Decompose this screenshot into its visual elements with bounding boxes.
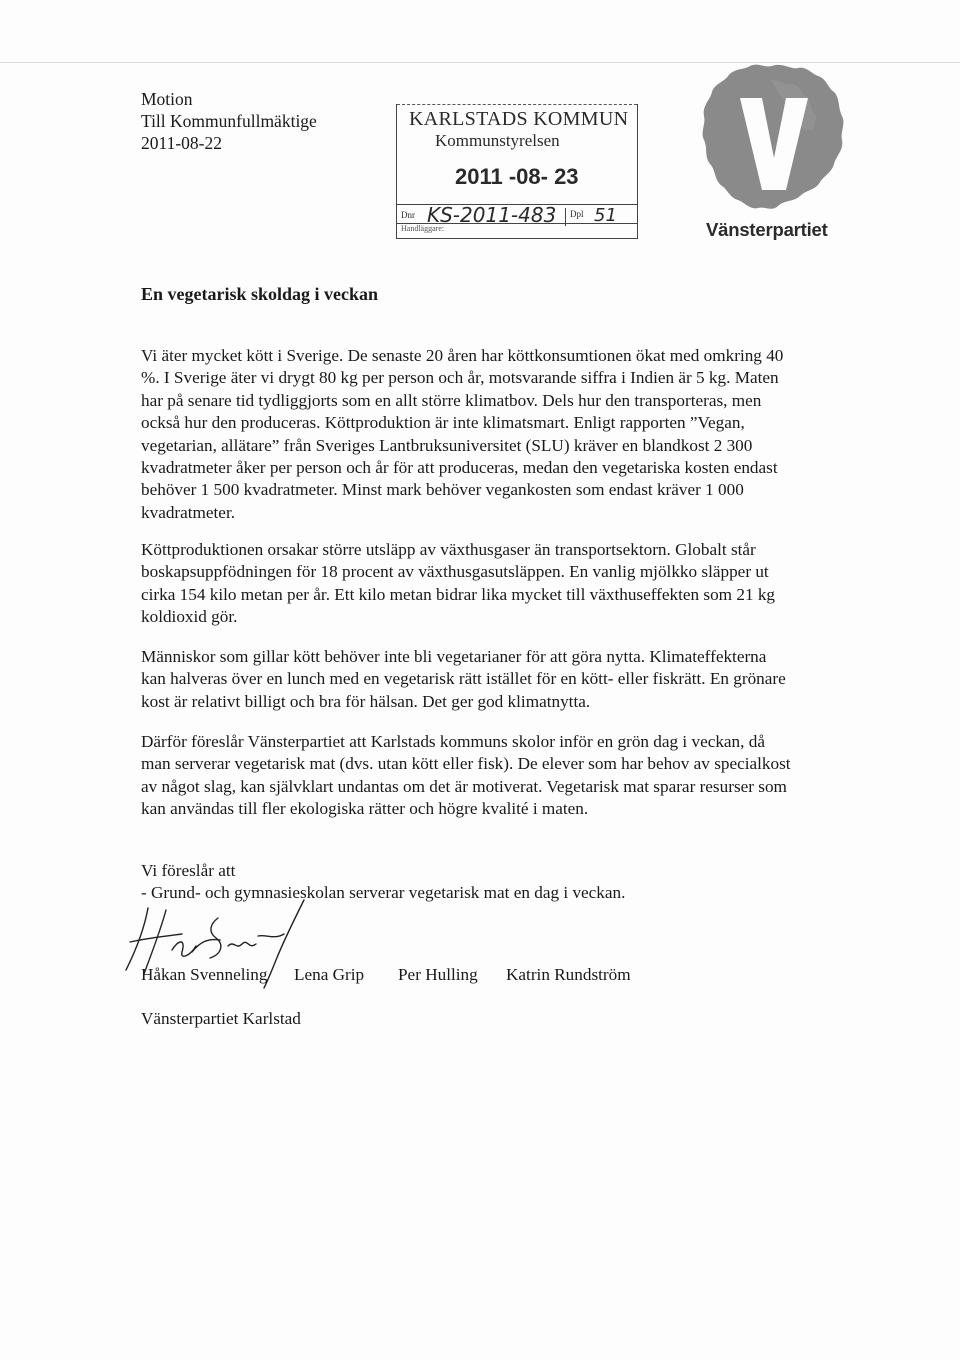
- body-paragraph-3: [141, 646, 841, 713]
- body-paragraph-1: [141, 345, 841, 524]
- text-line: %. I Sverige äter vi drygt 80 kg per person och år, motsvarande siffra i Indien är 5 kg. Maten: [141, 368, 779, 388]
- stamp-dpl-label: Dpl: [570, 209, 584, 219]
- stamp-dpl-value: 51: [594, 205, 617, 226]
- signer-4: Katrin Rundström: [506, 965, 631, 984]
- text-line: av något slag, kan självklart undantas om det är motiverat. Vegetarisk mat sparar resurser som: [141, 776, 787, 796]
- proposal-item: - Grund- och gymnasieskolan serverar vegetarisk mat en dag i veckan.: [141, 883, 626, 903]
- text-line: också hur den produceras. Köttproduktion är inte klimatsmart. Enligt rapporten ”Vegan,: [141, 413, 745, 433]
- stamp-top-border: [397, 104, 637, 105]
- text-line: kan användas till fler ekologiska rätter och högre kvalité i maten.: [141, 799, 589, 819]
- text-line: kan halveras över en lunch med en vegetarisk rätt istället för en kött- eller fiskrätt. En grönare: [141, 669, 786, 689]
- stamp-department: Kommunstyrelsen: [435, 131, 560, 150]
- text-line: Köttproduktionen orsakar större utsläpp av växthusgaser än transportsektorn. Globalt står: [141, 540, 756, 559]
- text-line: Därför föreslår Vänsterpartiet att Karlstads kommuns skolor inför en grön dag i veckan, då: [141, 732, 765, 751]
- text-line: har på senare tid tydliggjorts som en allt större klimatbov. Dels hur den transporteras, men: [141, 390, 762, 410]
- vansterpartiet-rose-v-logo: [700, 60, 845, 220]
- text-line: cirka 154 kilo metan per år. Ett kilo metan bidrar lika mycket till växthuseffekten som 21 kg: [141, 584, 776, 604]
- text-line: man serverar vegetarisk mat (dvs. utan kött eller fisk). De elever som har behov av specialkost: [141, 754, 791, 774]
- signer-1: Håkan Svenneling: [141, 965, 268, 984]
- text-line: koldioxid gör.: [141, 607, 238, 627]
- stamp-dnr-label: Dnr: [401, 210, 415, 220]
- signer-3: Per Hulling: [398, 965, 478, 984]
- motion-recipient: Till Kommunfullmäktige: [141, 111, 317, 131]
- text-line: kvadratmeter åker per person och år för att produceras, medan den vegetariska kosten endast: [141, 458, 778, 478]
- document-title: En vegetarisk skoldag i veckan: [141, 284, 379, 304]
- party-logo-text: Vänsterpartiet: [706, 219, 828, 240]
- signer-2: Lena Grip: [294, 965, 365, 984]
- signature-organization: Vänsterpartiet Karlstad: [141, 1009, 301, 1028]
- motion-date: 2011-08-22: [141, 133, 223, 153]
- text-line: kost är relativt billigt och bra för hälsan. Det ger god klimatnytta.: [141, 691, 591, 711]
- body-paragraph-4: [141, 731, 841, 821]
- body-paragraph-2: [141, 539, 841, 629]
- received-stamp: [396, 104, 638, 239]
- motion-type: Motion: [141, 89, 193, 109]
- text-line: Vi äter mycket kött i Sverige. De senaste 20 åren har köttkonsumtionen ökat med omkring 40: [141, 346, 784, 365]
- text-line: kvadratmeter.: [141, 502, 236, 522]
- text-line: boskapsuppfödningen för 18 procent av växthusgasutsläppen. En vanlig mjölkko släpper ut: [141, 562, 769, 582]
- text-line: behöver 1 500 kvadratmeter. Minst mark behöver vegankosten som endast kräver 1 000: [141, 480, 744, 500]
- stamp-received-date: 2011 -08- 23: [455, 164, 579, 189]
- stamp-dnr-value: KS-2011-483: [427, 203, 557, 227]
- proposal-intro: Vi föreslår att: [141, 861, 236, 880]
- stamp-handlaggare-label: Handläggare:: [401, 224, 445, 233]
- text-line: vegetarian, allätare” från Sveriges Lantbruksuniversitet (SLU) kräver en blandkost 2 300: [141, 435, 753, 455]
- text-line: Människor som gillar kött behöver inte bli vegetarianer för att göra nytta. Klimateffekterna: [141, 647, 767, 666]
- stamp-organization: KARLSTADS KOMMUN: [409, 108, 629, 130]
- motion-header: [141, 88, 317, 154]
